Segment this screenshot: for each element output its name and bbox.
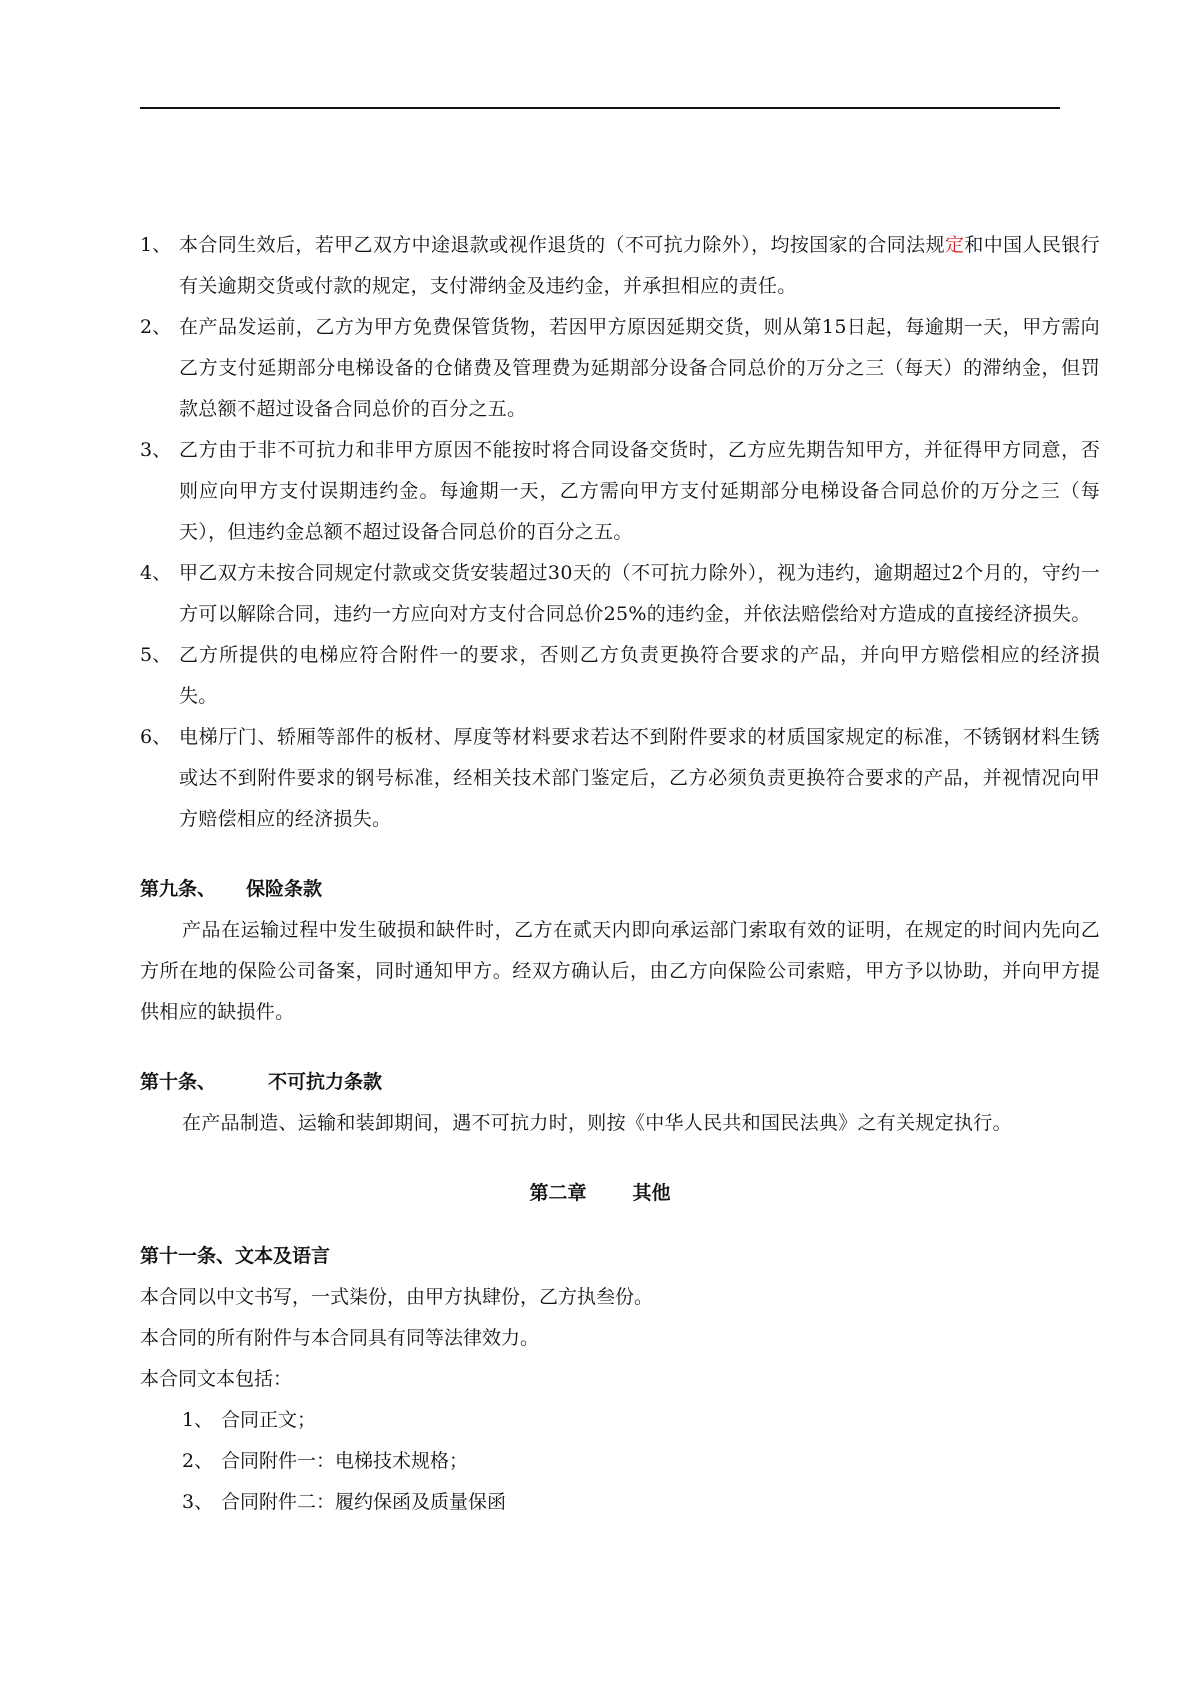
article-heading — [140, 1062, 1100, 1103]
article-label: 第十条、 — [140, 1071, 217, 1093]
document-list-item — [182, 1482, 1100, 1523]
document-list-item — [182, 1400, 1100, 1441]
chapter-heading — [140, 1173, 1060, 1214]
chapter-label: 第二章 — [529, 1182, 587, 1204]
clause-item — [140, 553, 1100, 635]
header-rule — [140, 107, 1060, 109]
clause-text: 电梯厅门、轿厢等部件的板材、厚度等材料要求若达不到附件要求的材质国家规定的标准，不锈钢材料生锈或达不到附件要求的钢号标准，经相关技术部门鉴定后，乙方必须负责更换符合要求的产品，并视情况向甲方赔偿相应的经济损失。 — [179, 726, 1100, 830]
spacer — [140, 1144, 1100, 1173]
clause-text: 乙方由于非不可抗力和非甲方原因不能按时将合同设备交货时，乙方应先期告知甲方，并征得甲方同意，否则应向甲方支付误期违约金。每逾期一天，乙方需向甲方支付延期部分电梯设备合同总价的万分之三（每天），但违约金总额不超过设备合同总价的百分之五。 — [179, 439, 1100, 543]
body-line: 本合同文本包括： — [140, 1368, 293, 1390]
article-title: 不可抗力条款 — [268, 1071, 383, 1093]
article-heading: 第十一条、文本及语言 — [140, 1245, 331, 1267]
clause-number: 5、 — [140, 644, 172, 666]
chapter-title: 其他 — [632, 1182, 671, 1204]
clause-text: 在产品发运前，乙方为甲方免费保管货物，若因甲方原因延期交货，则从第15日起，每逾期一天，甲方需向乙方支付延期部分电梯设备的仓储费及管理费为延期部分设备合同总价的万分之三（每天）的滞纳金，但罚款总额不超过设备合同总价的百分之五。 — [179, 316, 1100, 420]
clause-number: 4、 — [140, 562, 172, 584]
list-text: 合同正文； — [221, 1409, 317, 1431]
document-body — [140, 225, 1100, 1523]
clause-item — [140, 307, 1100, 430]
clause-text-part: 本合同生效后，若甲乙双方中途退款或视作退货的（不可抗力除外），均按国家的合同法规 — [179, 234, 945, 256]
article-label: 第九条、 — [140, 878, 217, 900]
clause-item — [140, 430, 1100, 553]
clause-text-part: 和中国人民银行有关逾期交货或付款的规定，支付滞纳金及违约金，并承担相应的责任。 — [179, 234, 1100, 297]
spacer — [140, 840, 1100, 869]
clause-number: 3、 — [140, 439, 172, 461]
list-text: 合同附件一：电梯技术规格； — [221, 1450, 469, 1472]
article-body: 产品在运输过程中发生破损和缺件时，乙方在贰天内即向承运部门索取有效的证明，在规定的时间内先向乙方所在地的保险公司备案，同时通知甲方。经双方确认后，由乙方向保险公司索赔，甲方予以协助，并向甲方提供相应的缺损件。 — [140, 919, 1100, 1023]
article-body: 在产品制造、运输和装卸期间，遇不可抗力时，则按《中华人民共和国民法典》之有关规定执行。 — [182, 1112, 1012, 1134]
list-number: 3、 — [182, 1491, 214, 1513]
article-title: 保险条款 — [246, 878, 323, 900]
clause-number: 6、 — [140, 726, 172, 748]
clause-text: 甲乙双方未按合同规定付款或交货安装超过30天的（不可抗力除外），视为违约，逾期超过2个月的，守约一方可以解除合同，违约一方应向对方支付合同总价25%的违约金，并依法赔偿给对方造成的直接经济损失。 — [179, 562, 1100, 625]
spacer — [140, 1214, 1100, 1236]
clause-number: 2、 — [140, 316, 172, 338]
highlighted-char: 定 — [944, 234, 965, 256]
body-line: 本合同的所有附件与本合同具有同等法律效力。 — [140, 1327, 540, 1349]
clause-text — [179, 225, 1100, 307]
article-heading — [140, 869, 1100, 910]
clause-item — [140, 225, 1100, 307]
clause-text: 乙方所提供的电梯应符合附件一的要求，否则乙方负责更换符合要求的产品，并向甲方赔偿相应的经济损失。 — [179, 644, 1100, 707]
clause-item — [140, 635, 1100, 717]
list-text: 合同附件二：履约保函及质量保函 — [221, 1491, 507, 1513]
document-list-item — [182, 1441, 1100, 1482]
list-number: 2、 — [182, 1450, 214, 1472]
clause-item — [140, 717, 1100, 840]
clause-number: 1、 — [140, 234, 172, 256]
spacer — [140, 1033, 1100, 1062]
body-line: 本合同以中文书写，一式柒份，由甲方执肆份，乙方执叁份。 — [140, 1286, 654, 1308]
list-number: 1、 — [182, 1409, 214, 1431]
